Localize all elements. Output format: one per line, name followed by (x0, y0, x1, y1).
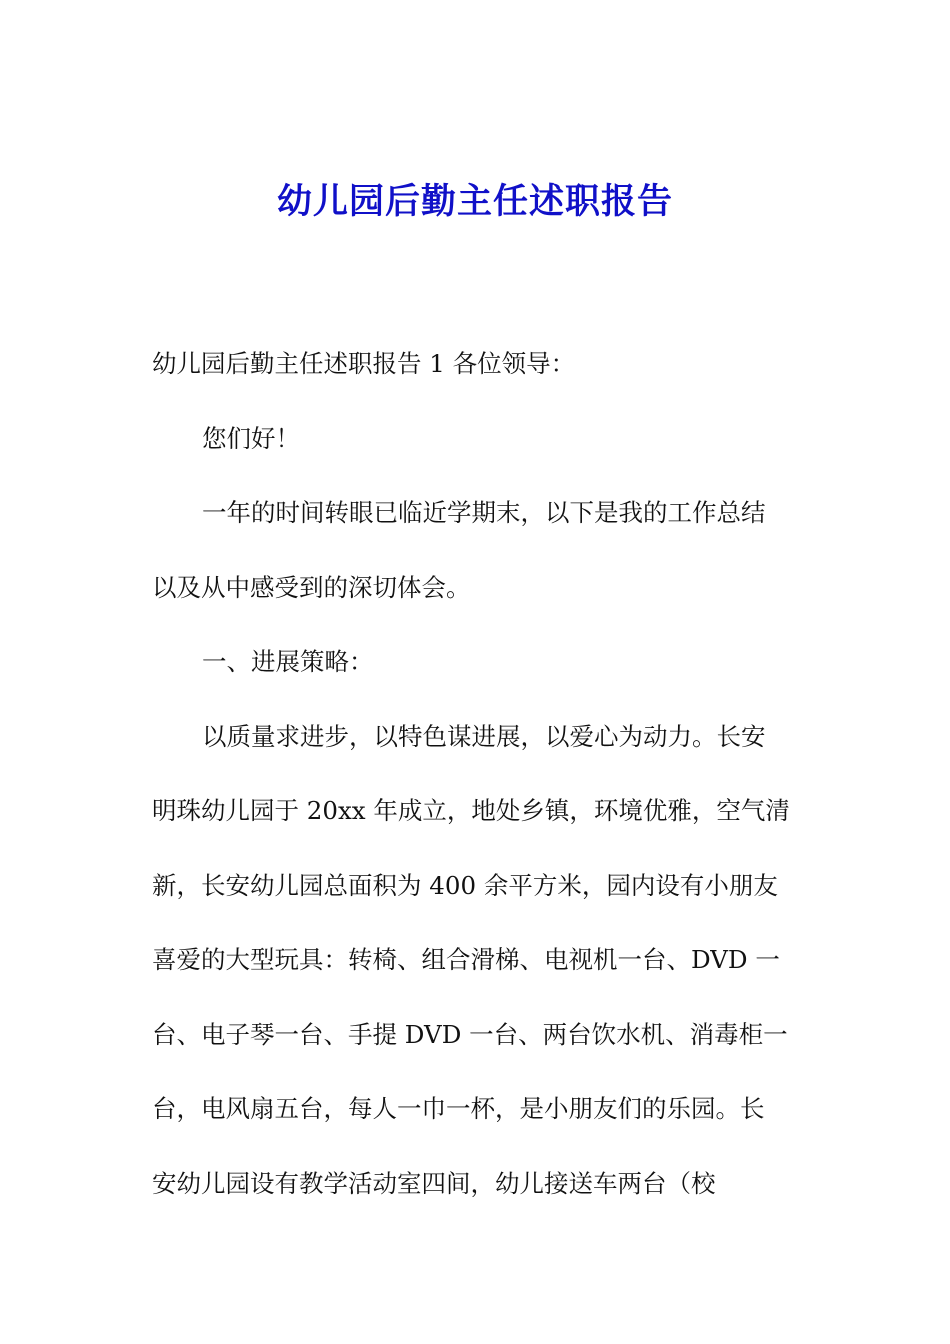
body-line: 以及从中感受到的深切体会。 (152, 572, 471, 602)
document-title: 幼儿园后勤主任述职报告 (276, 181, 673, 222)
body-line: 一年的时间转眼已临近学期末，以下是我的工作总结 (202, 498, 766, 527)
body-line: 台，电风扇五台，每人一巾一杯，是小朋友们的乐园。长 (152, 1094, 765, 1123)
body-line: 幼儿园后勤主任述职报告 1 各位领导： (152, 349, 576, 378)
body-line: 您们好！ (202, 423, 300, 453)
body-line: 一、进展策略： (202, 647, 374, 676)
body-line: 台、电子琴一台、手提 DVD 一台、两台饮水机、消毒柜一 (152, 1019, 788, 1049)
body-line: 新，长安幼儿园总面积为 400 余平方米，园内设有小朋友 (152, 870, 778, 900)
document-body (152, 327, 802, 1221)
body-line: 以质量求进步，以特色谋进展，以爱心为动力。长安 (202, 721, 766, 751)
body-line: 明珠幼儿园于 20xx 年成立，地处乡镇，环境优雅，空气清 (152, 796, 790, 825)
body-line: 安幼儿园设有教学活动室四间，幼儿接送车两台（校 (152, 1168, 716, 1198)
body-line: 喜爱的大型玩具：转椅、组合滑梯、电视机一台、DVD 一 (152, 945, 780, 974)
